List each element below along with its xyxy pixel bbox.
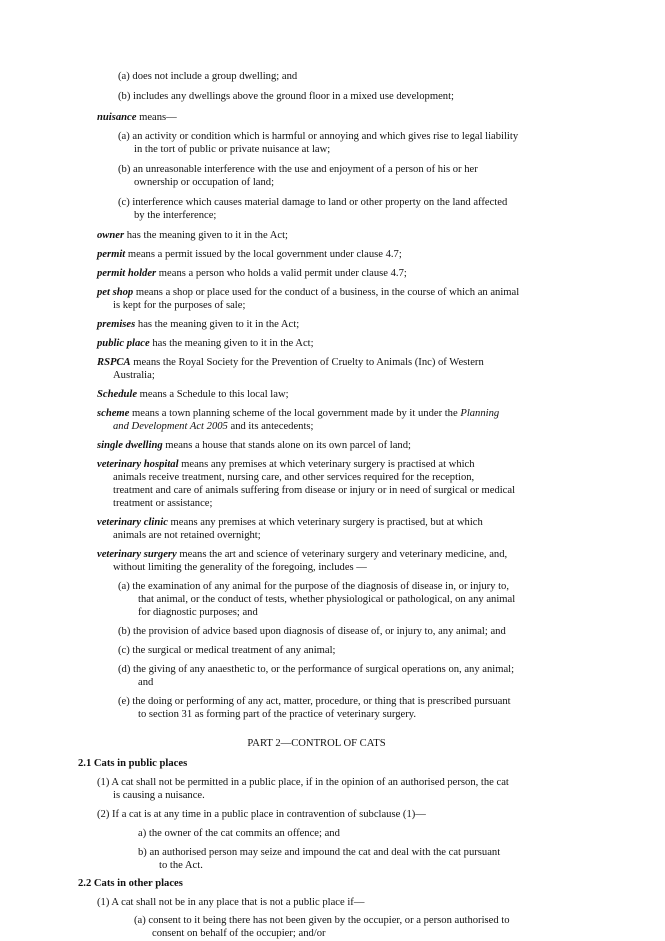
text-line bbox=[78, 757, 555, 770]
text-line bbox=[138, 846, 555, 859]
text-run: (e) the doing or performing of any act, matter, procedure, or thing that is prescribed pursuant bbox=[118, 696, 511, 707]
text-run: Australia; bbox=[113, 370, 155, 381]
text-line bbox=[113, 471, 555, 484]
text-run: and bbox=[138, 677, 154, 688]
defined-term: premises bbox=[97, 319, 136, 330]
text-run: (a) an activity or condition which is harmful or annoying and which gives rise to legal liability bbox=[118, 131, 519, 142]
text-run: b) an authorised person may seize and impound the cat and deal with the cat pursuant bbox=[138, 847, 501, 858]
text-line bbox=[134, 914, 555, 927]
text-run: by the interference; bbox=[134, 210, 217, 221]
text-line bbox=[118, 695, 555, 708]
text-line bbox=[113, 369, 555, 382]
text-run: means the Royal Society for the Prevention of Cruelty to Animals (Inc) of Western bbox=[130, 357, 484, 368]
text-run: is causing a nuisance. bbox=[113, 790, 205, 801]
text-run: (c) the surgical or medical treatment of any animal; bbox=[118, 645, 336, 656]
defined-term: veterinary surgery bbox=[97, 549, 177, 560]
text-line bbox=[138, 676, 555, 689]
text-line bbox=[97, 267, 555, 280]
text-run: and Development Act 2005 bbox=[113, 421, 228, 432]
text-line bbox=[118, 163, 555, 176]
text-line bbox=[118, 644, 555, 657]
text-line bbox=[113, 497, 555, 510]
section-heading: 2.1 Cats in public places bbox=[78, 758, 188, 769]
defined-term: Schedule bbox=[97, 389, 138, 400]
text-run: (a) does not include a group dwelling; and bbox=[118, 71, 298, 82]
text-line bbox=[138, 593, 555, 606]
text-run: means a permit issued by the local government under clause 4.7; bbox=[125, 249, 402, 260]
text-line bbox=[97, 776, 555, 789]
text-run: (1) A cat shall not be permitted in a public place, if in the opinion of an authorised person, the cat bbox=[97, 777, 509, 788]
text-line bbox=[97, 808, 555, 821]
text-run: for diagnostic purposes; and bbox=[138, 607, 258, 618]
defined-term: veterinary hospital bbox=[97, 459, 179, 470]
text-run: means— bbox=[136, 112, 177, 123]
text-line bbox=[97, 286, 555, 299]
text-run: means any premises at which veterinary surgery is practised, but at which bbox=[167, 517, 483, 528]
text-run: animals receive treatment, nursing care, and other services required for the reception, bbox=[113, 472, 475, 483]
text-line bbox=[97, 318, 555, 331]
defined-term: public place bbox=[97, 338, 150, 349]
defined-term: pet shop bbox=[97, 287, 134, 298]
text-line bbox=[118, 90, 553, 103]
text-line bbox=[97, 516, 555, 529]
defined-term: nuisance bbox=[97, 112, 137, 123]
text-line bbox=[134, 143, 555, 156]
text-run: (2) If a cat is at any time in a public place in contravention of subclause (1)— bbox=[97, 809, 426, 820]
text-run: treatment or assistance; bbox=[113, 498, 213, 509]
text-run: (b) an unreasonable interference with the use and enjoyment of a person of his or her bbox=[118, 164, 478, 175]
section-heading: 2.2 Cats in other places bbox=[78, 878, 183, 889]
text-run: (a) consent to it being there has not been given by the occupier, or a person authorised to bbox=[134, 915, 510, 926]
text-line bbox=[118, 70, 553, 83]
text-run: treatment and care of animals suffering from disease or injury or in need of surgical or medical bbox=[113, 485, 516, 496]
text-line bbox=[97, 111, 555, 124]
text-run: (b) the provision of advice based upon diagnosis of disease of, or injury to, any animal; and bbox=[118, 626, 506, 637]
text-run: PART 2—CONTROL OF CATS bbox=[247, 738, 386, 749]
text-run: (d) the giving of any anaesthetic to, or the performance of surgical operations on, any animal; bbox=[118, 664, 515, 675]
text-line bbox=[152, 927, 555, 940]
text-line bbox=[138, 708, 555, 721]
text-run: means the art and science of veterinary surgery and veterinary medicine, and, bbox=[176, 549, 508, 560]
text-run: (1) A cat shall not be in any place that is not a public place if— bbox=[97, 897, 365, 908]
text-run: in the tort of public or private nuisance at law; bbox=[134, 144, 331, 155]
text-line bbox=[118, 196, 555, 209]
text-run: ownership or occupation of land; bbox=[134, 177, 275, 188]
text-line bbox=[97, 248, 555, 261]
text-line bbox=[97, 548, 555, 561]
text-line bbox=[113, 420, 555, 433]
text-run: has the meaning given to it in the Act; bbox=[149, 338, 314, 349]
text-line bbox=[113, 789, 555, 802]
defined-term: permit holder bbox=[97, 268, 157, 279]
text-run: has the meaning given to it in the Act; bbox=[135, 319, 300, 330]
text-run: and its antecedents; bbox=[227, 421, 314, 432]
text-line bbox=[118, 130, 555, 143]
text-run: has the meaning given to it in the Act; bbox=[124, 230, 288, 241]
text-run: to the Act. bbox=[159, 860, 203, 871]
text-run: (a) the examination of any animal for the purpose of the diagnosis of disease in, or injury to, bbox=[118, 581, 509, 592]
text-run: (c) interference which causes material damage to land or other property on the land affected bbox=[118, 197, 508, 208]
text-line bbox=[97, 458, 555, 471]
defined-term: veterinary clinic bbox=[97, 517, 168, 528]
text-line bbox=[97, 229, 555, 242]
text-line bbox=[97, 896, 555, 909]
text-line bbox=[97, 337, 555, 350]
text-run: a) the owner of the cat commits an offence; and bbox=[138, 828, 340, 839]
text-line bbox=[113, 561, 555, 574]
text-line bbox=[113, 484, 555, 497]
text-run: animals are not retained overnight; bbox=[113, 530, 261, 541]
text-run: without limiting the generality of the foregoing, includes — bbox=[113, 562, 367, 573]
defined-term: RSPCA bbox=[97, 357, 131, 368]
text-run: means a shop or place used for the conduct of a business, in the course of which an animal bbox=[133, 287, 520, 298]
text-line bbox=[97, 356, 555, 369]
text-line bbox=[159, 859, 555, 872]
text-run: consent on behalf of the occupier; and/or bbox=[152, 928, 326, 939]
text-run: means a house that stands alone on its own parcel of land; bbox=[162, 440, 411, 451]
text-run: (b) includes any dwellings above the ground floor in a mixed use development; bbox=[118, 91, 454, 102]
text-line bbox=[78, 737, 555, 750]
text-run: means a person who holds a valid permit under clause 4.7; bbox=[156, 268, 407, 279]
text-line bbox=[113, 299, 555, 312]
defined-term: owner bbox=[97, 230, 125, 241]
text-line bbox=[138, 827, 555, 840]
text-run: Planning bbox=[460, 408, 500, 419]
text-line bbox=[138, 606, 555, 619]
text-line bbox=[97, 388, 555, 401]
text-line bbox=[118, 580, 555, 593]
text-run: means any premises at which veterinary surgery is practised at which bbox=[178, 459, 475, 470]
text-line bbox=[134, 209, 555, 222]
text-run: to section 31 as forming part of the practice of veterinary surgery. bbox=[138, 709, 416, 720]
text-line bbox=[134, 176, 555, 189]
text-line bbox=[118, 625, 555, 638]
text-run: is kept for the purposes of sale; bbox=[113, 300, 246, 311]
text-line bbox=[118, 663, 555, 676]
text-line bbox=[113, 529, 555, 542]
defined-term: permit bbox=[97, 249, 126, 260]
text-run: means a town planning scheme of the local government made by it under the bbox=[129, 408, 461, 419]
defined-term: single dwelling bbox=[97, 440, 163, 451]
text-line bbox=[78, 877, 555, 890]
text-line bbox=[97, 407, 555, 420]
defined-term: scheme bbox=[97, 408, 130, 419]
text-line bbox=[97, 439, 555, 452]
text-run: that animal, or the conduct of tests, whether physiological or pathological, on any animal bbox=[138, 594, 516, 605]
text-run: means a Schedule to this local law; bbox=[137, 389, 289, 400]
